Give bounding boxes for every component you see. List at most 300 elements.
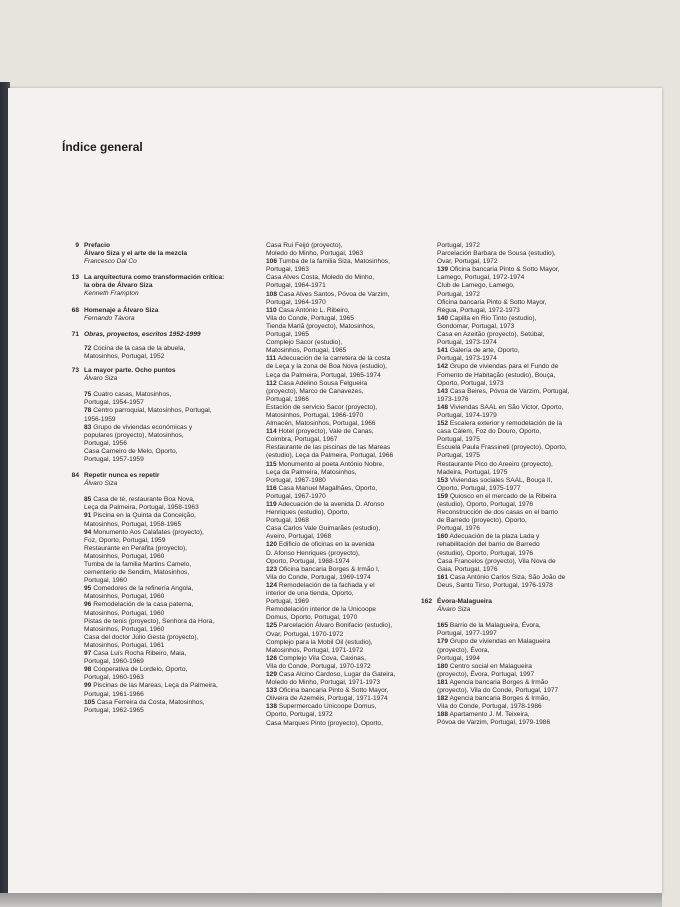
toc-column-2 (266, 242, 434, 728)
toc-line-text: Casa Marques Pinto (proyecto), Oporto, (266, 719, 383, 727)
toc-page-number: 138 (266, 703, 278, 711)
toc-line-text: Monumento Aos Calafates (proyecto), (93, 528, 204, 536)
toc-line (437, 638, 602, 646)
toc-line (266, 461, 434, 469)
toc-section: 71 Obras, proyectos, escritos 1952-1999 (58, 331, 248, 339)
toc-line (266, 274, 434, 282)
toc-line-text: Adecuación de la plaza Lada y (449, 533, 540, 541)
toc-page-number: 120 (266, 541, 278, 549)
toc-line (84, 561, 248, 569)
toc-line (266, 363, 434, 371)
toc-line-text: Cocina de la casa de la abuela, (93, 344, 186, 352)
toc-line (437, 307, 602, 315)
toc-line (84, 399, 248, 407)
toc-line-text: Vila do Conde, Portugal, 1978-1986 (437, 703, 542, 711)
toc-line-text: Ovar, Portugal, 1972 (437, 258, 498, 266)
toc-line (266, 404, 434, 412)
toc-line-text: 1973-1976 (437, 395, 469, 403)
toc-section-title: Homenaje a Álvaro Siza (84, 306, 159, 314)
book-bottom-edge (0, 893, 662, 907)
toc-line (437, 509, 602, 517)
toc-line-text: de Leça y la zona de Boa Nova (estudio), (266, 363, 387, 371)
toc-line-text: Grupo de viviendas económicas y (93, 423, 193, 431)
toc-page-number: 165 (437, 622, 449, 630)
toc-line-text: Portugal, 1964-1970 (266, 298, 326, 306)
toc-section-title-cont: la obra de Álvaro Siza (84, 282, 153, 290)
toc-line (437, 331, 602, 339)
toc-line-text: Oficina bancaria Pinto & Sotto Mayor, (278, 687, 389, 695)
toc-line (437, 420, 602, 428)
toc-line (437, 291, 602, 299)
toc-line (266, 380, 434, 388)
toc-line-text: Tumba de la familia Siza, Matosinhos, (278, 258, 390, 266)
toc-line-text: Casa Adelino Sousa Felgueira (278, 379, 368, 387)
toc-line-text: Gaia, Portugal, 1976 (437, 565, 498, 573)
toc-line (437, 363, 602, 371)
toc-line (437, 525, 602, 533)
toc-line (266, 679, 434, 687)
toc-page-number: 119 (266, 501, 277, 508)
toc-line (266, 655, 434, 663)
toc-page-number: 94 (84, 528, 92, 536)
toc-line-text: Portugal, 1967-1970 (266, 492, 326, 500)
toc-line (266, 574, 434, 582)
toc-line (84, 496, 248, 504)
toc-line (84, 353, 248, 361)
toc-line (266, 566, 434, 574)
toc-line-text: Oficina bancaria Pinto & Sotto Mayor, (449, 266, 560, 274)
toc-line-text: Barrio de la Malagueira, Évora, (449, 622, 541, 630)
toc-line (437, 347, 602, 355)
toc-line (84, 674, 248, 682)
toc-line-text: Portugal, 1969 (266, 598, 309, 606)
toc-line-text: Escalera exterior y remodelación de la (449, 420, 563, 428)
toc-line-text: Portugal, 1976 (437, 525, 480, 533)
toc-line (437, 396, 602, 404)
toc-line-text: Gondomar, Portugal, 1973 (437, 322, 515, 330)
toc-line (437, 703, 602, 711)
toc-line (266, 428, 434, 436)
toc-line-text: Supermercado Unicoope Domus, (278, 703, 377, 711)
toc-line (437, 566, 602, 574)
toc-page-number: 85 (84, 496, 92, 504)
toc-line-text: Casa Manuel Magalhães, Oporto, (278, 484, 378, 492)
toc-page-number: 148 (437, 403, 449, 411)
toc-section-title: Obras, proyectos, escritos 1952-1999 (84, 330, 201, 338)
toc-page-number: 180 (437, 662, 449, 670)
toc-line (437, 323, 602, 331)
toc-line (84, 512, 248, 520)
toc-section-title-cont: Álvaro Siza y el arte de la mezcla (84, 250, 187, 258)
toc-line (84, 699, 248, 707)
toc-line (84, 569, 248, 577)
toc-line-text: populares (proyecto), Matosinhos, (84, 431, 184, 439)
toc-page-number: 75 (84, 391, 92, 399)
toc-page-number: 111 (266, 355, 277, 363)
toc-line (437, 517, 602, 525)
toc-line-text: Leça da Palmeira, Matosinhos, (266, 468, 357, 476)
toc-line (266, 477, 434, 485)
toc-section-author: Kenneth Frampton (84, 290, 139, 298)
toc-section-title: Prefacio (84, 242, 111, 249)
toc-line-text: Deus, Santo Tirso, Portugal, 1976-1978 (437, 581, 553, 589)
toc-line-text: Restaurante de las piscinas de las Mareas (266, 444, 391, 452)
toc-line-text: Edificio de oficinas en la avenida (278, 541, 375, 549)
toc-line (84, 626, 248, 634)
toc-line-text: Capilla en Rio Tinto (estudio), (449, 314, 537, 322)
toc-line-text: Vila do Conde, Portugal, 1965 (266, 314, 354, 322)
toc-line-text: Grupo de viviendas en Malagueira (449, 638, 551, 646)
toc-line-text: Casa António Carlos Siza, São João de (449, 573, 566, 581)
toc-line-text: Centro parroquial, Matosinhos, Portugal, (93, 407, 212, 415)
toc-page-number: 123 (266, 565, 278, 573)
toc-line-text: (proyecto), Évora, Portugal, 1997 (437, 670, 535, 678)
toc-page-number: 78 (84, 407, 92, 415)
toc-line (84, 601, 248, 609)
toc-line-text: Remodelación de la casa paterna, (93, 601, 194, 609)
toc-line-text: Matosinhos, Portugal, 1961 (84, 641, 165, 649)
toc-line (266, 695, 434, 703)
toc-page-number: 143 (437, 387, 449, 395)
toc-line (84, 666, 248, 674)
toc-line (266, 517, 434, 525)
toc-line-text: Oficina bancaria Pinto & Sotto Mayor, (437, 298, 547, 306)
toc-line (437, 461, 602, 469)
toc-line (437, 533, 602, 541)
toc-line (437, 282, 602, 290)
toc-page-number: 110 (266, 306, 277, 314)
toc-line-text: Póvoa de Varzim, Portugal, 1979-1986 (437, 719, 551, 727)
toc-page-number: 98 (84, 666, 92, 674)
toc-line-text: Oporto, Portugal, 1972 (266, 711, 333, 719)
toc-section-162: 162 Évora-Malagueira Álvaro Siza (420, 598, 492, 614)
toc-line (266, 299, 434, 307)
toc-line (437, 444, 602, 452)
toc-line-text: Henriques (estudio), Oporto, (266, 509, 350, 517)
toc-line-text: Oficina bancaria Borges & Irmão I, (278, 565, 380, 573)
toc-page-number: 140 (437, 314, 449, 322)
toc-line-text: Tienda Marlã (proyecto), Matosinhos, (266, 322, 375, 330)
toc-line-text: Cuatro casas, Matosinhos, (93, 391, 172, 399)
toc-line (266, 558, 434, 566)
toc-line (437, 663, 602, 671)
toc-line-text: (proyecto), Marco de Canavezes, (266, 387, 364, 395)
toc-line-text: Portugal, 1973-1974 (437, 339, 497, 347)
toc-line-text: Agencia bancaria Borges & Irmão (449, 678, 549, 686)
toc-line (437, 541, 602, 549)
toc-line-text: Agencia bancaria Borges & Irmão, (449, 695, 550, 703)
toc-line (437, 436, 602, 444)
toc-line (437, 695, 602, 703)
toc-line (266, 703, 434, 711)
toc-line-text: Portugal, 1974-1979 (437, 411, 497, 419)
toc-line (266, 347, 434, 355)
toc-page-number: 96 (84, 601, 92, 609)
toc-page-number: 95 (84, 585, 92, 593)
toc-line (266, 396, 434, 404)
toc-line (84, 642, 248, 650)
toc-line (266, 509, 434, 517)
toc-line (266, 720, 434, 728)
toc-line (84, 407, 248, 415)
toc-line (437, 355, 602, 363)
toc-line-text: Portugal, 1964-1971 (266, 282, 326, 290)
toc-line-text: Lamego, Portugal, 1972-1974 (437, 274, 525, 282)
toc-line (437, 501, 602, 509)
toc-line (266, 282, 434, 290)
toc-line-text: Casa de té, restaurante Boa Nova, (93, 496, 195, 504)
toc-line (266, 250, 434, 258)
toc-line-text: Adecuación de la carretera de la costa (277, 355, 391, 363)
toc-line-text: (proyecto), Vila do Conde, Portugal, 1977 (437, 686, 559, 694)
toc-line (84, 707, 248, 715)
toc-line-text: Grupo de viviendas para el Fundo de (449, 363, 559, 371)
toc-line (437, 258, 602, 266)
toc-page-number: 126 (266, 654, 278, 662)
toc-line-text: Parcelación Barbara de Sousa (estudio), (437, 250, 556, 258)
toc-line-text: Matosinhos, Portugal, 1966-1970 (266, 411, 364, 419)
toc-line-text: Cooperativa de Lordelo, Oporto, (93, 666, 188, 674)
toc-line-text: Complejo Sacor (estudio), (266, 339, 343, 347)
toc-line-text: Portugal, 1957-1959 (84, 455, 144, 463)
toc-line (437, 558, 602, 566)
toc-line (437, 372, 602, 380)
toc-line (266, 622, 434, 630)
toc-line (437, 582, 602, 590)
toc-line-text: Casa Luís Rocha Ribeiro, Maia, (93, 650, 187, 658)
toc-page-number: 179 (437, 638, 449, 646)
toc-line (437, 388, 602, 396)
toc-line-text: Vila do Conde, Portugal, 1970-1972 (266, 662, 371, 670)
toc-line (266, 355, 434, 363)
toc-line (437, 266, 602, 274)
toc-line-text: Portugal, 1963 (266, 266, 309, 274)
toc-page-number: 83 (84, 423, 92, 431)
toc-line-text: Portugal, 1975 (437, 452, 480, 460)
toc-section: 68 Homenaje a Álvaro Siza Fernando Távora (58, 307, 248, 323)
toc-line (437, 647, 602, 655)
toc-line (84, 593, 248, 601)
toc-line-text: Portugal, 1960 (84, 577, 127, 585)
toc-page-number: 161 (437, 573, 449, 581)
toc-page-number: 139 (437, 266, 449, 274)
toc-line-text: Matosinhos, Portugal, 1960 (84, 609, 165, 617)
toc-line-text: Quiosco en el mercado de la Ribeira (449, 492, 557, 500)
toc-page-number: 108 (266, 290, 278, 298)
toc-line (437, 679, 602, 687)
toc-line-text: Parcelación Álvaro Bonifacio (estudio), (278, 622, 393, 630)
toc-line-text: Régua, Portugal, 1972-1973 (437, 306, 520, 314)
toc-line (266, 420, 434, 428)
toc-line-text: Ovar, Portugal, 1970-1972 (266, 630, 344, 638)
toc-line-text: Portugal, 1977-1997 (437, 630, 497, 638)
toc-line (266, 550, 434, 558)
toc-page-number: 124 (266, 581, 278, 589)
toc-page-number: 160 (437, 533, 449, 541)
toc-line (437, 622, 602, 630)
toc-line-text: Casa Beires, Póvoa de Varzim, Portugal, (449, 387, 570, 395)
toc-line (266, 663, 434, 671)
toc-line-text: 1956-1959 (84, 415, 116, 423)
toc-line (84, 345, 248, 353)
toc-line-text: Matosinhos, Portugal, 1960 (84, 625, 165, 633)
toc-line (266, 606, 434, 614)
toc-line (266, 541, 434, 549)
toc-line-text: Matosinhos, Portugal, 1965 (266, 347, 347, 355)
toc-line-text: Comedores de la refinería Angola, (93, 585, 194, 593)
toc-line (266, 258, 434, 266)
toc-line (266, 372, 434, 380)
toc-line (266, 331, 434, 339)
toc-line-text: Oporto, Portugal, 1973 (437, 379, 504, 387)
toc-line-text: Matosinhos, Portugal, 1952 (84, 352, 165, 360)
toc-line (437, 477, 602, 485)
toc-line (437, 671, 602, 679)
toc-line-text: Oporto, Portugal, 1968-1974 (266, 557, 350, 565)
toc-line (84, 424, 248, 432)
toc-line (84, 545, 248, 553)
toc-line (84, 585, 248, 593)
toc-line (266, 493, 434, 501)
toc-line-text: Oporto, Portugal, 1975-1977 (437, 484, 521, 492)
toc-line (266, 339, 434, 347)
toc-page-number: 129 (266, 670, 278, 678)
toc-line (437, 339, 602, 347)
toc-line (84, 682, 248, 690)
toc-line-text: (estudio), Leça da Palmeira, Portugal, 1966 (266, 452, 394, 460)
toc-line-text: Portugal, 1961-1966 (84, 690, 144, 698)
toc-line-text: Portugal, 1966 (266, 395, 309, 403)
toc-line (437, 493, 602, 501)
toc-line-text: Almacén, Matosinhos, Portugal, 1966 (266, 420, 376, 428)
toc-page-number: 106 (266, 258, 278, 266)
toc-line-text: (estudio), Oporto, Portugal, 1976 (437, 549, 534, 557)
toc-line (266, 323, 434, 331)
toc-line (266, 711, 434, 719)
toc-page-number: 142 (437, 363, 449, 371)
toc-line-text: rehabilitación del barrio de Barredo (437, 541, 540, 549)
toc-line (84, 610, 248, 618)
toc-line-text: Piscina en la Quinta da Conceição, (93, 512, 196, 520)
toc-page-number: 125 (266, 622, 278, 630)
toc-line (437, 550, 602, 558)
toc-line-text: Portugal, 1973-1974 (437, 355, 497, 363)
toc-page-number: 181 (437, 678, 449, 686)
toc-section: 13 La arquitectura como transformación crítica: la obra de Álvaro Siza Kenneth Frampton (58, 274, 248, 298)
toc-line (266, 533, 434, 541)
toc-line-text: Leça da Palmeira, Portugal, 1958-1963 (84, 504, 199, 512)
toc-line (437, 630, 602, 638)
toc-line-text: Portugal, 1972 (437, 290, 480, 298)
toc-line-text: Escuela Paula Frassineti (proyecto), Oporto, (437, 444, 567, 452)
toc-line (437, 574, 602, 582)
toc-line (266, 639, 434, 647)
toc-line (266, 307, 434, 315)
toc-line-text: Casa Alves Santos, Póvoa de Varzim, (278, 290, 390, 298)
toc-line (266, 671, 434, 679)
toc-line (437, 404, 602, 412)
toc-line-text: Pistas de tenis (proyecto), Senhora da Hora, (84, 617, 215, 625)
toc-line-text: Portugal, 1972 (437, 242, 480, 249)
toc-line (266, 469, 434, 477)
toc-line (266, 525, 434, 533)
toc-line-text: Portugal, 1994 (437, 654, 480, 662)
toc-line (437, 242, 602, 250)
toc-line (266, 501, 434, 509)
toc-line (437, 412, 602, 420)
toc-line-text: Casa Alcino Cardoso, Lugar da Gateira, (278, 670, 396, 678)
toc-line-text: Matosinhos, Portugal, 1958-1965 (84, 520, 182, 528)
toc-line-text: Viviendas sociales SAAL, Bouça II, (449, 476, 553, 484)
toc-line (84, 504, 248, 512)
toc-line (437, 655, 602, 663)
toc-line-text: Portugal, 1960-1969 (84, 658, 144, 666)
toc-line (437, 711, 602, 719)
toc-line (437, 485, 602, 493)
toc-section-author: Francesco Dal Co (84, 258, 137, 266)
toc-section-73: 73 La mayor parte. Ocho puntos Álvaro Siza (71, 367, 176, 383)
toc-line-text: Portugal, 1968 (266, 517, 309, 525)
toc-line (84, 650, 248, 658)
toc-line (84, 658, 248, 666)
toc-page-number: 188 (437, 711, 449, 719)
toc-line (266, 412, 434, 420)
toc-line (437, 687, 602, 695)
toc-line (266, 315, 434, 323)
toc-line (266, 631, 434, 639)
toc-line (266, 485, 434, 493)
toc-line (266, 687, 434, 695)
toc-line (84, 691, 248, 699)
toc-line (84, 529, 248, 537)
toc-line-text: (proyecto), Évora, (437, 646, 490, 654)
toc-page-number: 114 (266, 428, 277, 436)
toc-line-text: Casa del doctor Júlio Gesta (proyecto), (84, 633, 199, 641)
toc-line (84, 634, 248, 642)
toc-line-text: Remodelación de la fachada y el (278, 581, 375, 589)
toc-line-text: Casa en Azeitão (proyecto), Setúbal, (437, 331, 545, 339)
toc-line (266, 291, 434, 299)
toc-line-text: Moledo do Minho, Portugal, 1971-1973 (266, 679, 381, 687)
toc-section-title: La arquitectura como transformación crítica: (84, 274, 225, 282)
toc-line-text: Portugal, 1967-1980 (266, 476, 326, 484)
toc-line-text: Matosinhos, Portugal, 1971-1972 (266, 646, 364, 654)
toc-line (84, 618, 248, 626)
toc-page-number: 141 (437, 347, 449, 355)
toc-line-text: Complejo Vila Cova, Caxinas, (278, 654, 366, 662)
toc-line-text: Adecuación de la avenida D. Afonso (278, 501, 385, 508)
toc-line-text: Casa António L. Ribeiro, (278, 306, 350, 314)
toc-line-text: casa Cálem, Foz do Douro, Oporto, (437, 428, 542, 436)
toc-section-84: 84 Repetir nunca es repetir Álvaro Siza (71, 472, 160, 488)
toc-line-text: Reconstrucción de dos casas en el barrio (437, 509, 558, 517)
toc-line-text: Aveiro, Portugal, 1968 (266, 533, 332, 541)
toc-line-text: Hotel (proyecto), Vale de Canas, (278, 428, 374, 436)
toc-section: 9 Prefacio Álvaro Siza y el arte de la mezcla Francesco Dal Co (58, 242, 248, 266)
toc-line-text: Tumba de la familia Martins Camelo, (84, 561, 192, 568)
toc-page-number: 133 (266, 687, 278, 695)
toc-line (84, 553, 248, 561)
toc-page-number: 99 (84, 682, 92, 690)
toc-line-text: Restaurante en Perafita (proyecto), (84, 544, 187, 552)
toc-page-number: 115 (266, 460, 277, 468)
toc-line (84, 432, 248, 440)
toc-line (84, 456, 248, 464)
toc-line-text: Vila do Conde, Portugal, 1969-1974 (266, 573, 371, 581)
toc-line (266, 598, 434, 606)
toc-line-text: Complejo para la Mobil Oil (estudio), (266, 638, 373, 646)
toc-line-text: cementerio de Sendim, Matosinhos, (84, 569, 190, 577)
